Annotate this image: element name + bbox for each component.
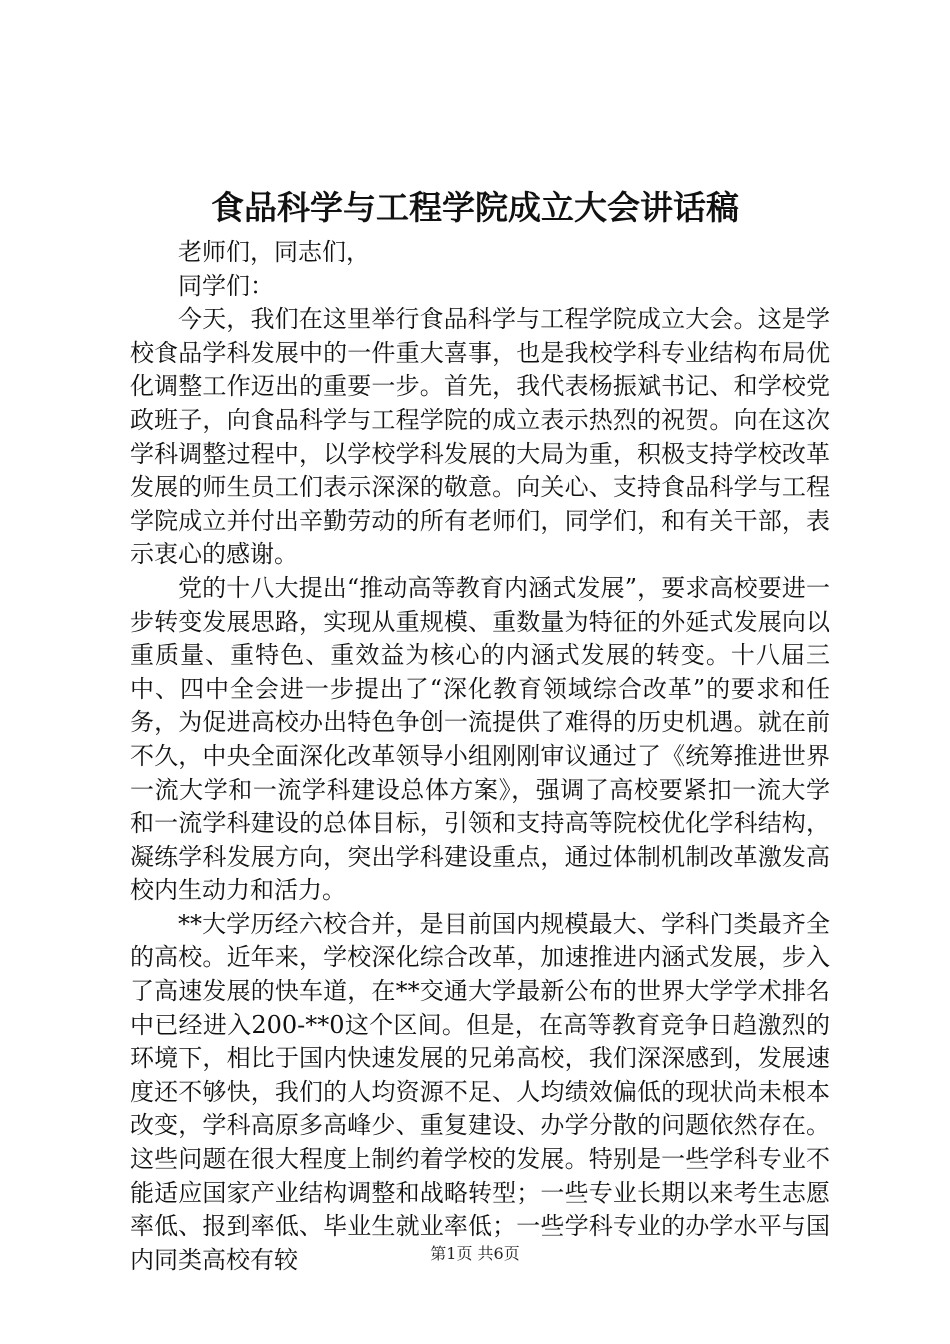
- body-paragraph: 今天，我们在这里举行食品科学与工程学院成立大会。这是学校食品学科发展中的一件重大喜事，也是我校学科专业结构布局优化调整工作迈出的重要一步。首先，我代表杨振斌书记、和学校党政班子，向食品科学与工程学院的成立表示热烈的祝贺。向在这次学科调整过程中，以学校学科发展的大局为重，积极支持学校改革发展的师生员工们表示深深的敬意。向关心、支持食品科学与工程学院成立并付出辛勤劳动的所有老师们，同学们，和有关干部，表示衷心的感谢。: [130, 305, 830, 569]
- salutation-line: 老师们，同志们，: [178, 238, 370, 266]
- document-body: [130, 236, 830, 1277]
- salutation-line: 同学们：: [178, 271, 274, 300]
- page-footer: [0, 1242, 950, 1266]
- document-title: 食品科学与工程学院成立大会讲话稿: [211, 188, 739, 227]
- body-paragraph: 党的十八大提出“推动高等教育内涵式发展”，要求高校要进一步转变发展思路，实现从重规模、重数量为特征的外延式发展向以重质量、重特色、重效益为核心的内涵式发展的转变。十八届三中、四中全会进一步提出了“深化教育领域综合改革”的要求和任务，为促进高校办出特色争创一流提供了难得的历史机遇。就在前不久，中央全面深化改革领导小组刚刚审议通过了《统筹推进世界一流大学和一流学科建设总体方案》，强调了高校要紧扣一流大学和一流学科建设的总体目标，引领和支持高等院校优化学科结构，凝练学科发展方向，突出学科建设重点，通过体制机制改革激发高校内生动力和活力。: [130, 573, 830, 905]
- page-number: 第1页 共6页: [430, 1244, 520, 1263]
- body-paragraph: **大学历经六校合并，是目前国内规模最大、学科门类最齐全的高校。近年来，学校深化综合改革，加速推进内涵式发展，步入了高速发展的快车道，在**交通大学最新公布的世界大学学术排名中已经进入200-**0这个区间。但是，在高等教育竞争日趋激烈的环境下，相比于国内快速发展的兄弟高校，我们深深感到，发展速度还不够快，我们的人均资源不足、人均绩效偏低的现状尚未根本改变，学科高原多高峰少、重复建设、办学分散的问题依然存在。这些问题在很大程度上制约着学校的发展。特别是一些学科专业不能适应国家产业结构调整和战略转型；一些专业长期以来考生志愿率低、报到率低、毕业生就业率低；一些学科专业的办学水平与国内同类高校有较: [130, 909, 830, 1274]
